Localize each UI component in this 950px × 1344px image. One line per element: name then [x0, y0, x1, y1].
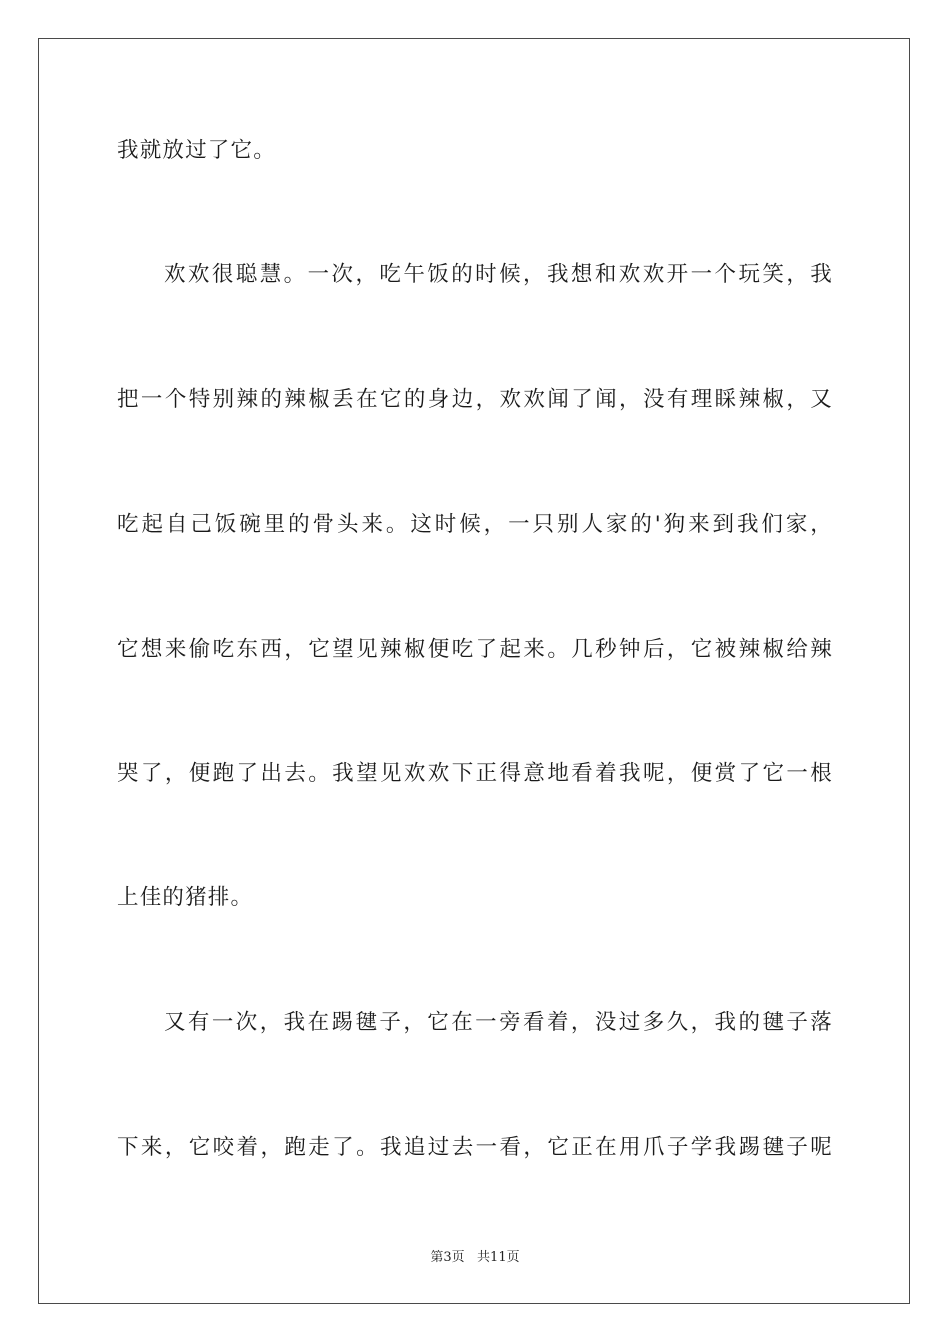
text-line-5: 它想来偷吃东西，它望见辣椒便吃了起来。几秒钟后，它被辣椒给辣	[117, 637, 833, 662]
text-line-2: 欢欢很聪慧。一次，吃午饭的时候，我想和欢欢开一个玩笑，我	[164, 262, 833, 287]
text-line-7: 上佳的猪排。	[117, 885, 254, 910]
text-line-4: 吃起自己饭碗里的骨头来。这时候，一只别人家的'狗来到我们家，	[117, 512, 833, 537]
text-line-1: 我就放过了它。	[117, 138, 276, 163]
text-line-9: 下来，它咬着，跑走了。我追过去一看，它正在用爪子学我踢毽子呢	[117, 1135, 833, 1160]
page-number-footer: 第3页 共11页	[430, 1250, 520, 1265]
text-line-3: 把一个特别辣的辣椒丢在它的身边，欢欢闻了闻，没有理睬辣椒，又	[117, 387, 833, 412]
text-line-8: 又有一次，我在踢毽子，它在一旁看着，没过多久，我的毽子落	[164, 1010, 833, 1035]
text-line-6: 哭了，便跑了出去。我望见欢欢下正得意地看着我呢，便赏了它一根	[117, 761, 833, 786]
page-frame	[38, 38, 910, 1304]
